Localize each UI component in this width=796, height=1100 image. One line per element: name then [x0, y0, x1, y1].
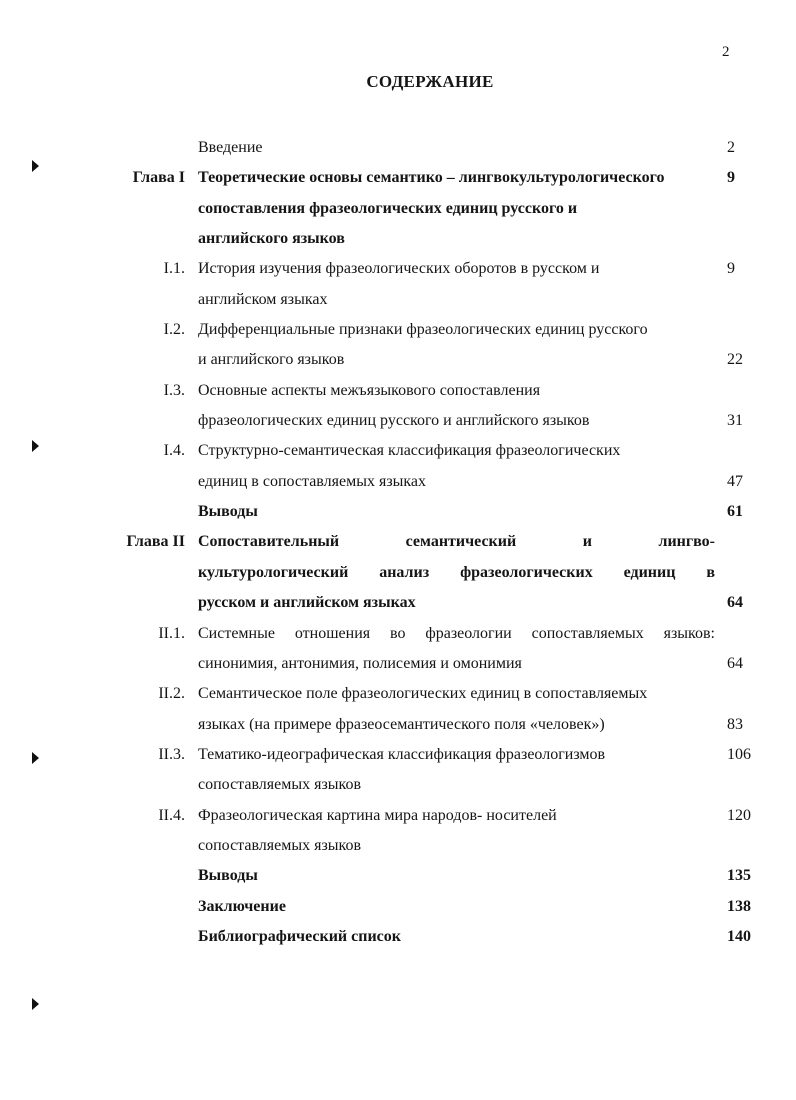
toc-entry-text: История изучения фразеологических оборотов в русском и: [198, 260, 600, 278]
toc-entry: [0, 592, 796, 622]
toc-entry-page: 138: [727, 897, 751, 915]
toc-entry: [0, 319, 796, 349]
toc-entry-text: Сопоставительный семантический и лингво-: [198, 533, 715, 551]
toc-entry-text: Библиографический список: [198, 927, 401, 945]
toc-entry-page: 9: [727, 260, 735, 278]
toc-entry-page: 47: [727, 472, 743, 490]
toc-entry: [0, 653, 796, 683]
toc-entry-text: Системные отношения во фразеологии сопоставляемых языков:: [198, 624, 715, 642]
toc-entry-text: сопоставляемых языков: [198, 836, 362, 854]
toc-entry-number: I.3.: [163, 381, 185, 399]
toc-entry-text: единиц в сопоставляемых языках: [198, 472, 427, 490]
toc-entry: [0, 805, 796, 835]
toc-entry: [0, 349, 796, 379]
toc-entry: [0, 744, 796, 774]
toc-entry-text: Выводы: [198, 867, 258, 885]
toc-entry-text: языках (на примере фразеосемантического поля «человек»): [198, 715, 605, 733]
toc-entry-page: 2: [727, 139, 735, 156]
toc-entry-number: II.4.: [158, 806, 185, 824]
toc-entry-text: и английского языков: [198, 351, 345, 369]
toc-entry-text: Тематико-идеографическая классификация фразеологизмов: [198, 745, 606, 763]
toc-entry: [0, 896, 796, 926]
table-of-contents: [0, 137, 796, 956]
toc-entry-number: Глава I: [132, 169, 185, 187]
toc-entry-page: 64: [727, 594, 743, 612]
toc-entry-number: Глава II: [126, 533, 185, 551]
toc-entry: [0, 410, 796, 440]
toc-entry-text: Введение: [198, 139, 263, 156]
toc-entry: [0, 562, 796, 592]
toc-entry: [0, 501, 796, 531]
toc-entry: [0, 623, 796, 653]
toc-entry-text: Заключение: [198, 897, 286, 915]
toc-entry: [0, 289, 796, 319]
toc-entry-page: 61: [727, 503, 743, 521]
toc-entry-page: 9: [727, 169, 735, 187]
toc-entry: [0, 167, 796, 197]
page-number: 2: [722, 44, 730, 60]
toc-entry: [0, 198, 796, 228]
toc-entry-text: английского языков: [198, 230, 345, 248]
toc-entry-page: 120: [727, 806, 751, 824]
toc-entry-text: сопоставляемых языков: [198, 776, 362, 794]
toc-entry-text: Теоретические основы семантико – лингвокультурологического: [198, 169, 665, 187]
toc-entry-text: Фразеологическая картина мира народов- носителей: [198, 806, 557, 824]
toc-entry: [0, 835, 796, 865]
toc-entry-number: II.1.: [158, 624, 185, 642]
toc-entry-text: культурологический анализ фразеологических единиц в: [198, 563, 715, 581]
toc-entry-text: фразеологических единиц русского и английского языков: [198, 412, 590, 430]
toc-entry-text: русском и английском языках: [198, 594, 416, 612]
toc-entry: [0, 440, 796, 470]
toc-entry-text: сопоставления фразеологических единиц русского и: [198, 199, 578, 217]
toc-entry-page: 140: [727, 927, 751, 945]
toc-entry-page: 135: [727, 867, 751, 885]
toc-entry: [0, 380, 796, 410]
toc-entry-text: Выводы: [198, 503, 258, 521]
toc-entry-number: II.3.: [158, 745, 185, 763]
toc-entry-text: синонимия, антонимия, полисемия и омонимия: [198, 654, 522, 672]
toc-entry: [0, 683, 796, 713]
toc-entry-page: 106: [727, 745, 751, 763]
page-title: СОДЕРЖАНИЕ: [366, 72, 494, 91]
toc-entry-text: Семантическое поле фразеологических единиц в сопоставляемых: [198, 685, 648, 703]
toc-entry-page: 64: [727, 654, 743, 672]
toc-entry: [0, 714, 796, 744]
toc-entry-page: 31: [727, 412, 743, 430]
toc-entry: [0, 926, 796, 956]
scan-margin-marker-icon: [32, 998, 39, 1010]
toc-entry: [0, 865, 796, 895]
toc-entry-number: I.2.: [163, 321, 185, 339]
toc-entry: [0, 228, 796, 258]
toc-entry: [0, 258, 796, 288]
toc-entry: [0, 471, 796, 501]
toc-entry-number: I.1.: [163, 260, 185, 278]
toc-entry-text: Структурно-семантическая классификация фразеологических: [198, 442, 621, 460]
toc-entry-page: 83: [727, 715, 743, 733]
toc-entry-page: 22: [727, 351, 743, 369]
toc-entry: [0, 531, 796, 561]
toc-entry: [0, 774, 796, 804]
toc-entry: [0, 137, 796, 167]
toc-entry-text: английском языках: [198, 290, 328, 308]
toc-entry-number: I.4.: [163, 442, 185, 460]
toc-entry-text: Дифференциальные признаки фразеологических единиц русского: [198, 321, 648, 339]
toc-entry-number: II.2.: [158, 685, 185, 703]
toc-entry-text: Основные аспекты межъязыкового сопоставления: [198, 381, 541, 399]
